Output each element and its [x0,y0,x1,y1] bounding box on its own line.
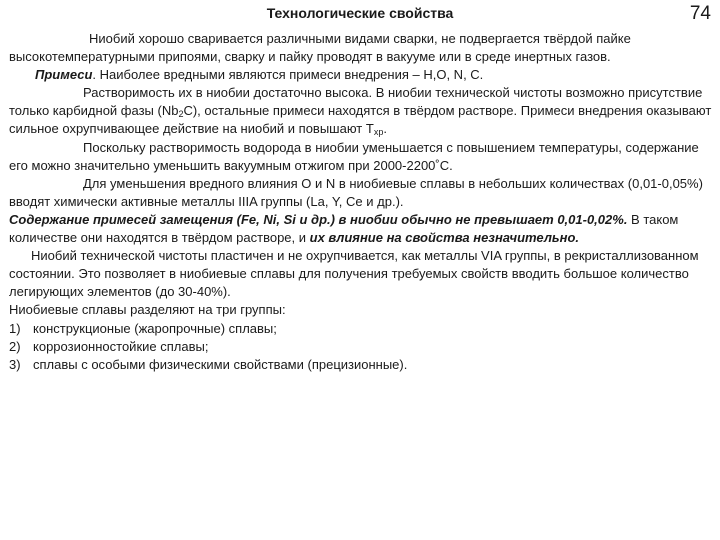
list-item-number: 3) [9,356,21,372]
paragraph-groups: Ниобиевые сплавы разделяют на три группы: [9,302,286,318]
impurities-text: . Наиболее вредными являются примеси внедрения – Н,O, N, С. [92,67,484,83]
paragraph-welding: Ниобий хорошо сваривается различными видами сварки, не подвергается твёрдой пайке высокотемпературными припоями, сварку и пайку проводят в вакууме или в среде инертных газов. [9,31,631,65]
list-item [9,356,713,374]
document-body [9,30,713,374]
paragraph-additives: Для уменьшения вредного влияния О и N в ниобиевые сплавы в небольших количествах (0,01-0,05%) вводят химически активные металлы IIIA группы (La, Y, Ce и др.). [9,175,703,209]
list-item-number: 1) [9,320,21,336]
slide-title: Технологические свойства [266,5,454,21]
alloy-groups-list [9,320,713,374]
solubility-sub: 2 [178,109,184,120]
page-number: 74 [689,3,711,24]
substitution-text: В таком количестве они находятся в твёрдом растворе, и [9,211,679,246]
list-item [9,338,713,356]
solubility-text-b: С), остальные примеси находятся в твёрдом растворе. Примеси внедрения оказывают сильное охрупчивающее действие на ниобий и повышают Т [9,103,712,137]
impurities-label: Примеси [35,67,93,83]
solubility-sub2: хр [373,127,384,138]
solubility-text-c: . [383,121,387,137]
solubility-text-a: Растворимость их в ниобии достаточно высока. В ниобии технической чистоты возможно присутствие только карбидной фазы (Nb [9,85,703,119]
paragraph-plasticity: Ниобий технической чистоты пластичен и не охрупчивается, как металлы VIA группы, в рекристаллизованном состоянии. Это позволяет в ниобиевые сплавы для получения требуемых свойств вводить большое количество легирующих элементов (до 30-40%). [9,248,699,300]
paragraph-hydrogen: Поскольку растворимость водорода в ниобии уменьшается с повышением температуры, содержание его можно значительно уменьшить вакуумным отжигом при 2000-2200˚С. [9,139,699,173]
list-item-text: конструкционые (жаропрочные) сплавы; [33,320,277,336]
list-item-text: коррозионностойкие сплавы; [33,338,209,354]
paragraph-solubility [9,84,713,138]
substitution-bold-b: их влияние на свойства незначительно. [309,230,580,246]
substitution-bold-a: Содержание примесей замещения (Fe, Ni, Si и др.) в ниобии обычно не превышает 0,01-0,02%. [9,211,628,227]
paragraph-impurities [9,66,713,84]
list-item [9,320,713,338]
list-item-number: 2) [9,338,21,354]
list-item-text: сплавы с особыми физическими свойствами (прецизионные). [33,356,408,372]
paragraph-substitution [9,211,713,247]
